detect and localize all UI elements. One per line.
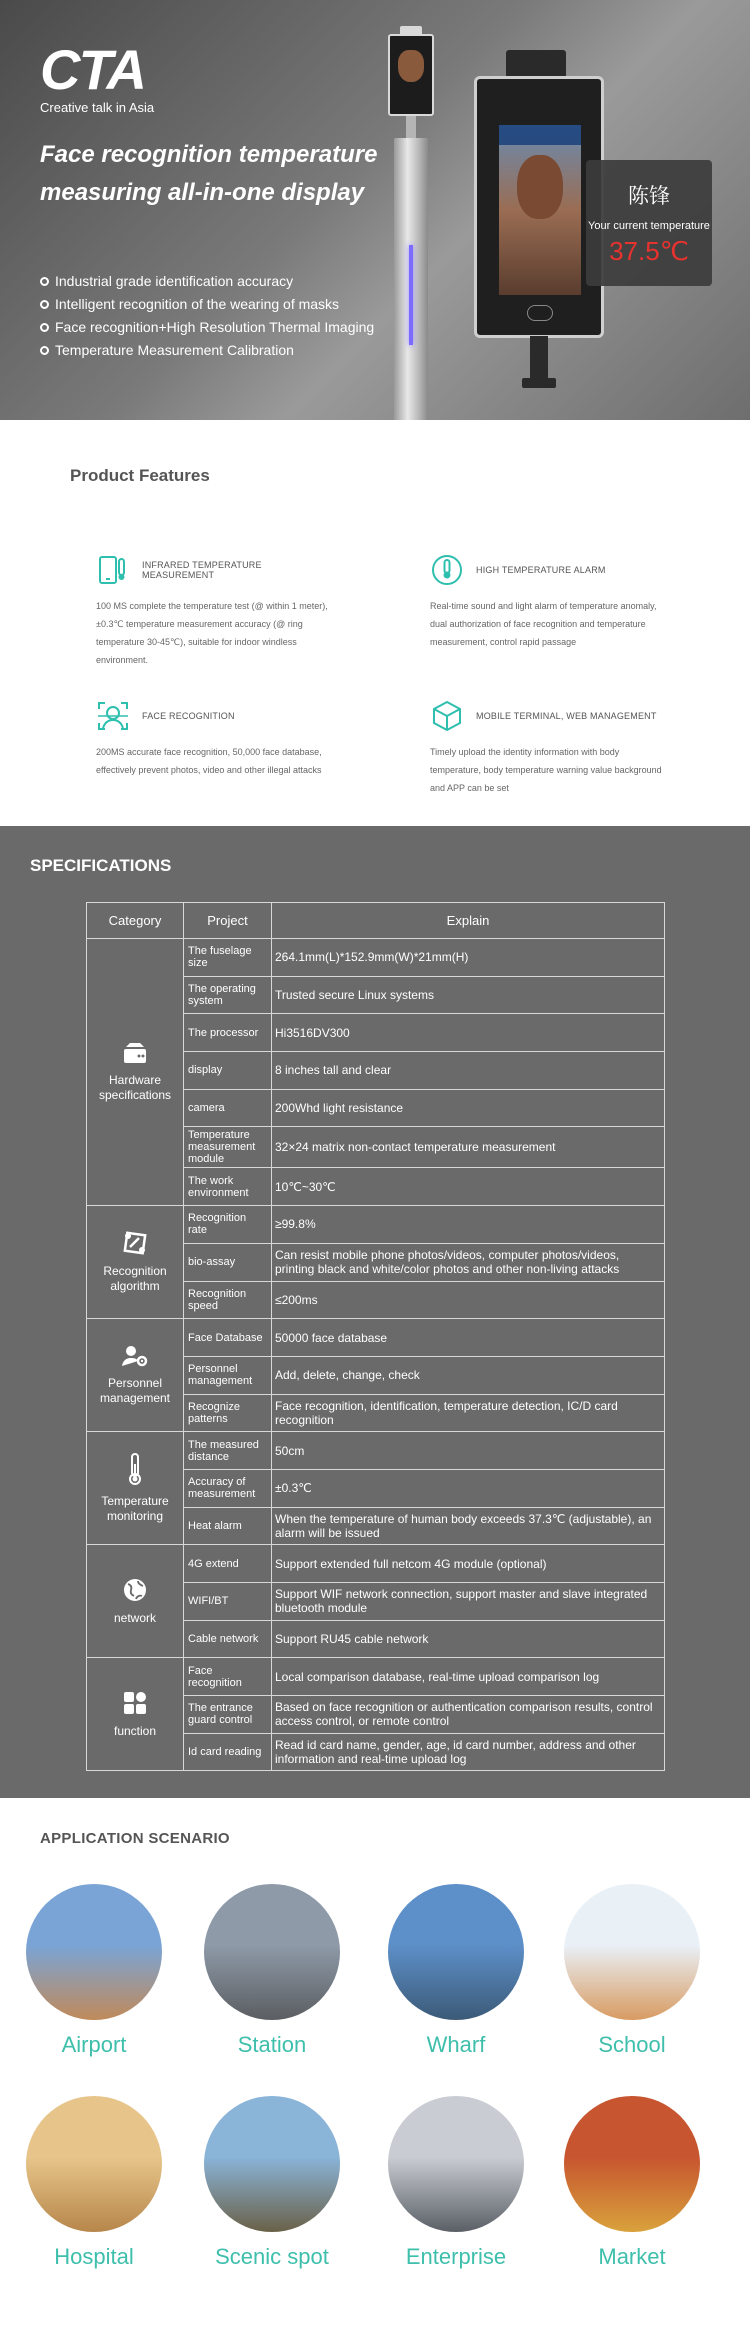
explain-cell: Read id card name, gender, age, id card number, address and other information and real-time upload log: [272, 1733, 665, 1771]
table-row: [87, 1545, 665, 1583]
feature-alarm: [430, 552, 664, 651]
category-cell: function: [87, 1658, 184, 1771]
tablet-camera-mount: [506, 50, 566, 78]
hero-bullet: Face recognition+High Resolution Thermal Imaging: [40, 316, 374, 339]
stand-neck: [406, 116, 416, 140]
specs-title: SPECIFICATIONS: [30, 856, 172, 875]
thermometer-icon: [127, 1452, 143, 1486]
scene-image: [388, 2096, 524, 2232]
project-cell: The work environment: [184, 1168, 272, 1206]
project-cell: Personnel management: [184, 1356, 272, 1394]
scene-image: [564, 2096, 700, 2232]
stand-light-strip: [409, 245, 413, 345]
project-cell: camera: [184, 1089, 272, 1127]
spec-table: [86, 902, 665, 1771]
column-header-category: Category: [87, 903, 184, 939]
scene-image: [204, 1884, 340, 2020]
feature-name: MOBILE TERMINAL, WEB MANAGEMENT: [476, 711, 657, 721]
feature-name: HIGH TEMPERATURE ALARM: [476, 565, 606, 575]
project-cell: 4G extend: [184, 1545, 272, 1583]
column-header-explain: Explain: [272, 903, 665, 939]
scene-label: Enterprise: [405, 2244, 507, 2269]
feature-infrared: [96, 552, 336, 669]
explain-cell: 50000 face database: [272, 1319, 665, 1357]
scene-airport[interactable]: [24, 1884, 164, 2058]
scene-label: School: [598, 2032, 666, 2057]
hardware-icon: [122, 1041, 148, 1065]
feature-name: INFRARED TEMPERATURE MEASUREMENT: [142, 560, 262, 580]
brand-logo[interactable]: [40, 38, 155, 115]
tablet-stand-base: [522, 378, 556, 388]
project-cell: bio-assay: [184, 1243, 272, 1281]
explain-cell: ±0.3℃: [272, 1469, 665, 1507]
globe-icon: [122, 1577, 148, 1603]
personnel-icon: [121, 1344, 149, 1368]
scene-scenic-spot[interactable]: [202, 2096, 342, 2270]
scene-label: Scenic spot: [215, 2244, 329, 2269]
scene-station[interactable]: [202, 1884, 342, 2058]
tablet-stand: [530, 336, 548, 382]
hero-title: Face recognition temperature measuring all-in-one display: [40, 141, 378, 206]
explain-cell: ≥99.8%: [272, 1206, 665, 1244]
scene-enterprise[interactable]: [386, 2096, 526, 2270]
scene-hospital[interactable]: [24, 2096, 164, 2270]
cube-icon: [430, 699, 464, 733]
temperature-card: [586, 160, 712, 286]
tablet-screen: [499, 125, 581, 295]
table-row: [87, 1206, 665, 1244]
explain-cell: Support RU45 cable network: [272, 1620, 665, 1658]
explain-cell: 200Whd light resistance: [272, 1089, 665, 1127]
project-cell: display: [184, 1052, 272, 1090]
explain-cell: ≤200ms: [272, 1281, 665, 1319]
column-header-project: Project: [184, 903, 272, 939]
tablet-device: [474, 76, 604, 338]
feature-text: 100 MS complete the temperature test (@ within 1 meter), ±0.3℃ temperature measurement accuracy (@ ring temperature 30-45℃), suitable for indoor windless environment.: [96, 601, 328, 665]
explain-cell: 10℃~30℃: [272, 1168, 665, 1206]
scene-image: [26, 2096, 162, 2232]
category-cell: Personnel management: [87, 1319, 184, 1432]
explain-cell: Hi3516DV300: [272, 1014, 665, 1052]
explain-cell: Support extended full netcom 4G module (optional): [272, 1545, 665, 1583]
category-cell: network: [87, 1545, 184, 1658]
logo-tagline: Creative talk in Asia: [40, 100, 155, 115]
explain-cell: Add, delete, change, check: [272, 1356, 665, 1394]
project-cell: Temperature measurement module: [184, 1127, 272, 1168]
scene-label: Airport: [61, 2032, 127, 2057]
explain-cell: 8 inches tall and clear: [272, 1052, 665, 1090]
apps-title: APPLICATION SCENARIO: [40, 1830, 230, 1847]
project-cell: Recognition rate: [184, 1206, 272, 1244]
explain-cell: Support WIF network connection, support master and slave integrated bluetooth module: [272, 1583, 665, 1621]
explain-cell: Face recognition, identification, temperature detection, IC/D card recognition: [272, 1394, 665, 1432]
nfc-reader-icon: [527, 305, 553, 321]
category-cell: Recognition algorithm: [87, 1206, 184, 1319]
explain-cell: When the temperature of human body exceeds 37.3℃ (adjustable), an alarm will be issued: [272, 1507, 665, 1545]
temp-label: Your current temperature: [588, 220, 710, 232]
scene-label: Hospital: [54, 2244, 134, 2269]
face-scan-icon: [96, 699, 130, 733]
bullet-icon: [40, 300, 49, 309]
table-row: [87, 939, 665, 977]
features-title: Product Features: [70, 466, 210, 485]
project-cell: Id card reading: [184, 1733, 272, 1771]
hero-bullet: Intelligent recognition of the wearing of masks: [40, 293, 374, 316]
project-cell: The operating system: [184, 976, 272, 1014]
scene-image: [204, 2096, 340, 2232]
feature-face: [96, 698, 356, 779]
project-cell: Recognition speed: [184, 1281, 272, 1319]
scene-image: [564, 1884, 700, 2020]
project-cell: The processor: [184, 1014, 272, 1052]
explain-cell: 50cm: [272, 1432, 665, 1470]
scene-label: Market: [598, 2244, 666, 2269]
product-features: [0, 420, 750, 826]
hero-bullet: Temperature Measurement Calibration: [40, 339, 374, 362]
stand-device-screen: [388, 34, 434, 116]
bullet-icon: [40, 277, 49, 286]
specifications: [0, 826, 750, 1798]
recognition-icon: [122, 1230, 148, 1256]
project-cell: The entrance guard control: [184, 1696, 272, 1734]
scene-school[interactable]: [562, 1884, 702, 2058]
project-cell: The measured distance: [184, 1432, 272, 1470]
category-cell: Hardware specifications: [87, 939, 184, 1206]
project-cell: Recognize patterns: [184, 1394, 272, 1432]
hero-banner: [0, 0, 750, 420]
logo-text: CTA: [40, 38, 145, 101]
project-cell: WIFI/BT: [184, 1583, 272, 1621]
explain-cell: Can resist mobile phone photos/videos, computer photos/videos, printing black and white/color photos and other non-living attacks: [272, 1243, 665, 1281]
table-row: [87, 1319, 665, 1357]
scene-market[interactable]: [562, 2096, 702, 2270]
explain-cell: 264.1mm(L)*152.9mm(W)*21mm(H): [272, 939, 665, 977]
feature-name: FACE RECOGNITION: [142, 711, 235, 721]
scene-image: [26, 1884, 162, 2020]
scene-label: Wharf: [426, 2032, 486, 2057]
project-cell: Cable network: [184, 1620, 272, 1658]
grid-icon: [122, 1690, 148, 1716]
application-scenario: [0, 1798, 750, 2325]
hero-bullet: Industrial grade identification accuracy: [40, 270, 374, 293]
temp-value: 37.5℃: [609, 236, 689, 266]
table-row: [87, 1658, 665, 1696]
feature-text: 200MS accurate face recognition, 50,000 face database, effectively prevent photos, video and other illegal attacks: [96, 747, 322, 775]
project-cell: The fuselage size: [184, 939, 272, 977]
category-cell: Temperature monitoring: [87, 1432, 184, 1545]
scene-image: [388, 1884, 524, 2020]
scene-label: Station: [237, 2032, 307, 2057]
hero-feature-list: [40, 270, 374, 362]
explain-cell: Local comparison database, real-time upload comparison log: [272, 1658, 665, 1696]
explain-cell: Trusted secure Linux systems: [272, 976, 665, 1014]
explain-cell: 32×24 matrix non-contact temperature measurement: [272, 1127, 665, 1168]
bullet-icon: [40, 346, 49, 355]
explain-cell: Based on face recognition or authentication comparison results, control access control, or remote control: [272, 1696, 665, 1734]
project-cell: Accuracy of measurement: [184, 1469, 272, 1507]
project-cell: Face Database: [184, 1319, 272, 1357]
project-cell: Heat alarm: [184, 1507, 272, 1545]
temp-person-name: 陈锋: [628, 185, 670, 208]
feature-text: Timely upload the identity information with body temperature, body temperature warning value background and APP can be set: [430, 747, 662, 793]
table-row: [87, 1432, 665, 1470]
scene-wharf[interactable]: [386, 1884, 526, 2058]
alarm-thermometer-icon: [430, 553, 464, 587]
thermometer-phone-icon: [96, 553, 130, 587]
project-cell: Face recognition: [184, 1658, 272, 1696]
feature-text: Real-time sound and light alarm of temperature anomaly, dual authorization of face recognition and temperature measurement, control rapid passage: [430, 601, 657, 647]
bullet-icon: [40, 323, 49, 332]
feature-mobile-web: [430, 698, 670, 797]
